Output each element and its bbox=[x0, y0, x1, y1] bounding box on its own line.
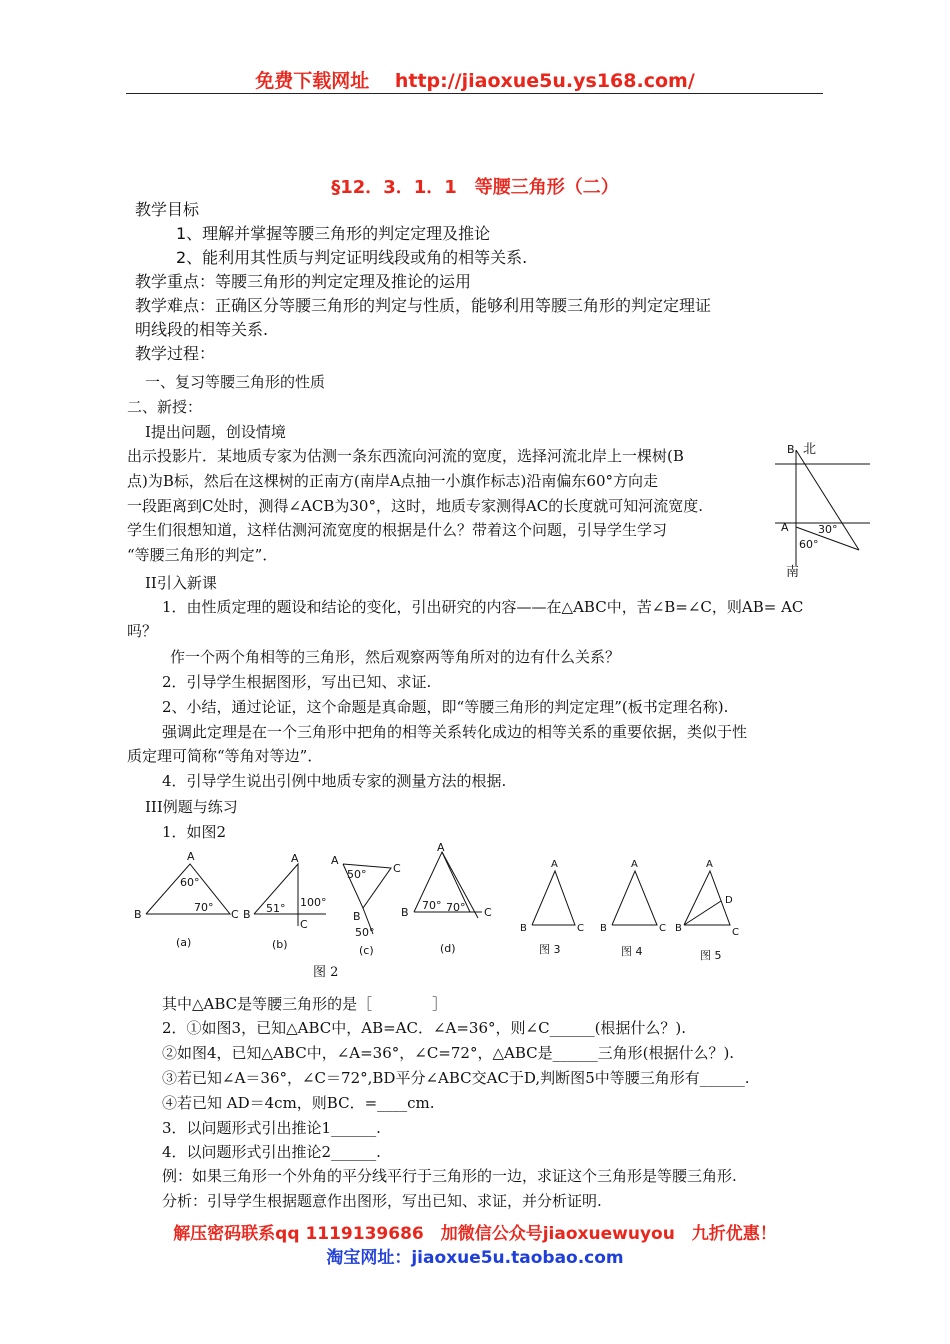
exercise-line: ③若已知∠A＝36°，∠C＝72°,BD平分∠ABC交AC于D,判断图5中等腰三角形有______. bbox=[162, 1069, 750, 1087]
figure-3 bbox=[515, 855, 600, 965]
fig-d-angle-b: 70° bbox=[422, 899, 442, 912]
fig-b-angle-c: 100° bbox=[300, 896, 327, 909]
fig4-label-c: C bbox=[659, 923, 666, 934]
figure-b bbox=[240, 848, 330, 958]
fig-d-caption: (d) bbox=[440, 942, 456, 955]
triangle-3 bbox=[532, 871, 575, 925]
exercise-line: ②如图4，已知△ABC中，∠A=36°，∠C=72°，△ABC是______三角形(根据什么？). bbox=[162, 1044, 735, 1062]
fig-c-label-c: C bbox=[393, 862, 401, 875]
part3-heading: III例题与练习 bbox=[145, 798, 238, 816]
footer-shop-url[interactable]: 淘宝网址：jiaoxue5u.taobao.com bbox=[326, 1248, 624, 1268]
triangle-5 bbox=[684, 871, 730, 925]
part1-line: 点)为B标，然后在这棵树的正南方(南岸A点抽一小旗作标志)沿南偏东60°方向走 bbox=[127, 472, 659, 490]
fig-b-label-b: B bbox=[243, 908, 251, 921]
river-label-60: 60° bbox=[799, 538, 819, 551]
part1-line: 学生们很想知道，这样估测河流宽度的根据是什么？带着这个问题，引导学生学习 bbox=[127, 521, 668, 539]
fig-c-label-a: A bbox=[331, 854, 339, 867]
exercise-line: 其中△ABC是等腰三角形的是［ ］ bbox=[162, 995, 448, 1013]
difficulty-line: 明线段的相等关系. bbox=[135, 320, 269, 339]
fig4-label-b: B bbox=[600, 923, 607, 934]
part2-line: 作一个两个角相等的三角形，然后观察两等角所对的边有什么关系？ bbox=[170, 648, 621, 666]
part2-line: 1．由性质定理的题设和结论的变化，引出研究的内容——在△ABC中，苦∠B=∠C，则AB= AC bbox=[162, 598, 804, 616]
header-site-label: 免费下载网址 bbox=[255, 70, 370, 92]
fig-b-angle-b: 51° bbox=[266, 902, 286, 915]
example-line: 例：如果三角形一个外角的平分线平行于三角形的一边，求证这个三角形是等腰三角形. bbox=[162, 1167, 737, 1185]
figure-a bbox=[130, 848, 240, 958]
fig-b-label-a: A bbox=[291, 852, 299, 865]
goals-heading: 教学目标 bbox=[135, 200, 200, 219]
fig-a-caption: (a) bbox=[176, 936, 192, 949]
fig-a-angle-top: 60° bbox=[180, 876, 200, 889]
figure-4 bbox=[595, 855, 680, 965]
part2-heading: II引入新课 bbox=[145, 574, 217, 592]
goal-item: 1、理解并掌握等腰三角形的判定定理及推论 bbox=[176, 224, 491, 243]
part1-heading: I提出问题，创设情境 bbox=[145, 423, 286, 441]
section-review: 一、复习等腰三角形的性质 bbox=[145, 373, 326, 391]
figure-c bbox=[325, 850, 410, 960]
river-label-b: B bbox=[787, 443, 795, 456]
part2-line: 强调此定理是在一个三角形中把角的相等关系转化成边的相等关系的重要依据，类似于性 bbox=[162, 723, 748, 741]
fig3-label-a: A bbox=[551, 859, 558, 870]
fig5-label-d: D bbox=[725, 895, 733, 906]
river-figure bbox=[775, 438, 875, 580]
figure-d bbox=[400, 840, 505, 960]
exercise-line: ④若已知 AD＝4cm，则BC．=____cm. bbox=[162, 1094, 435, 1112]
part2-line: 4．引导学生说出引例中地质专家的测量方法的根据. bbox=[162, 772, 507, 790]
river-label-north: 北 bbox=[803, 442, 817, 457]
part2-line: 2．引导学生根据图形，写出已知、求证. bbox=[162, 673, 432, 691]
part2-line: 2、小结，通过论证，这个命题是真命题，即“等腰三角形的判定定理”(板书定理名称). bbox=[162, 698, 729, 716]
part2-line: 质定理可简称“等角对等边”． bbox=[127, 747, 323, 765]
river-label-south: 南 bbox=[786, 565, 800, 580]
process-heading: 教学过程： bbox=[135, 344, 216, 363]
lesson-title: §12．3．1．1 等腰三角形（二） bbox=[331, 177, 619, 198]
header-divider bbox=[126, 93, 823, 94]
fig5-label-a: A bbox=[706, 859, 713, 870]
fig-d-angle-c: 70° bbox=[446, 901, 466, 914]
fig-c-caption: (c) bbox=[359, 944, 374, 957]
fig3-label-c: C bbox=[577, 923, 584, 934]
fig5-label-b: B bbox=[675, 923, 682, 934]
part2-line: 吗？ bbox=[127, 622, 158, 640]
figure-2-caption: 图 2 bbox=[313, 965, 339, 980]
fig5-caption: 图 5 bbox=[700, 949, 722, 962]
header-url[interactable]: http://jiaoxue5u.ys168.com/ bbox=[394, 70, 695, 92]
part3-item1: 1．如图2 bbox=[162, 823, 227, 841]
fig-d-label-c: C bbox=[484, 906, 492, 919]
section-new: 二、新授： bbox=[127, 398, 203, 416]
fig3-caption: 图 3 bbox=[539, 943, 561, 956]
exercise-line: 2．①如图3，已知△ABC中，AB=AC．∠A=36°，则∠C______(根据什么？). bbox=[162, 1019, 687, 1037]
fig-b-caption: (b) bbox=[272, 938, 288, 951]
fig-a-angle-c: 70° bbox=[194, 901, 214, 914]
fig-a-label-c: C bbox=[231, 908, 239, 921]
part1-line: 一段距离到C处时，测得∠ACB为30°，这时，地质专家测得AC的长度就可知河流宽度. bbox=[127, 497, 704, 515]
key-point: 教学重点：等腰三角形的判定定理及推论的运用 bbox=[135, 272, 472, 291]
goal-item: 2、能利用其性质与判定证明线段或角的相等关系. bbox=[176, 248, 528, 267]
fig-c-label-b: B bbox=[353, 910, 361, 923]
river-label-30: 30° bbox=[818, 523, 838, 536]
fig-c-angle-top: 50° bbox=[347, 868, 367, 881]
difficulty-line: 教学难点：正确区分等腰三角形的判定与性质，能够利用等腰三角形的判定定理证 bbox=[135, 296, 712, 315]
analysis-line: 分析：引导学生根据题意作出图形，写出已知、求证，并分析证明. bbox=[162, 1192, 602, 1210]
exercise-line: 3．以问题形式引出推论1______. bbox=[162, 1119, 381, 1137]
fig-a-label-a: A bbox=[187, 850, 195, 863]
fig5-label-c: C bbox=[732, 927, 739, 938]
fig3-label-b: B bbox=[520, 923, 527, 934]
fig-c-angle-bottom: 50° bbox=[355, 926, 375, 939]
part1-line: “等腰三角形的判定”． bbox=[127, 546, 278, 564]
page-header bbox=[0, 66, 950, 93]
part1-line: 出示投影片．某地质专家为估测一条东西流向河流的宽度，选择河流北岸上一棵树(B bbox=[127, 447, 684, 465]
fig-b-label-c: C bbox=[300, 918, 308, 931]
triangle-a bbox=[146, 864, 230, 914]
triangle-4 bbox=[612, 871, 657, 925]
fig4-caption: 图 4 bbox=[621, 945, 643, 958]
exercise-line: 4．以问题形式引出推论2______. bbox=[162, 1143, 381, 1161]
fig-d-label-a: A bbox=[437, 841, 445, 854]
fig-d-label-b: B bbox=[401, 906, 409, 919]
fig4-label-a: A bbox=[631, 859, 638, 870]
figure-5 bbox=[672, 855, 757, 965]
river-label-a: A bbox=[781, 521, 789, 534]
footer-contact: 解压密码联系qq 1119139686 加微信公众号jiaoxuewuyou 九折优惠！ bbox=[173, 1224, 777, 1244]
fig-a-label-b: B bbox=[134, 908, 142, 921]
